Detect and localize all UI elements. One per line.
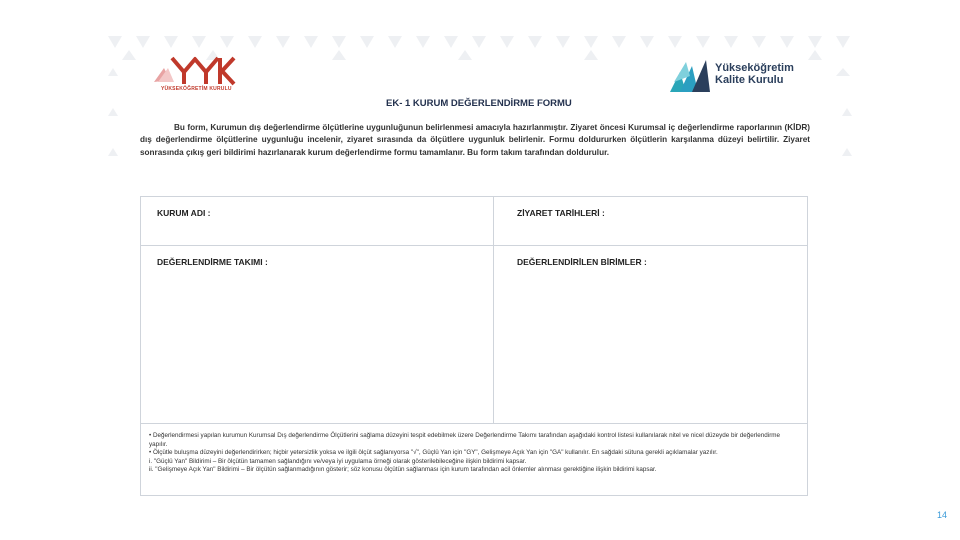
yokak-logo-name: [715, 62, 805, 86]
kurum-adi-label: KURUM ADI :: [157, 208, 211, 218]
yokak-name-line2: Kalite Kurulu: [715, 74, 784, 86]
degerlendirme-takimi-label: DEĞERLENDİRME TAKIMI :: [157, 257, 268, 267]
table-divider-vertical: [493, 197, 494, 423]
form-notes: [149, 432, 799, 475]
ziyaret-tarihleri-label: ZİYARET TARİHLERİ :: [517, 208, 605, 218]
form-intro-paragraph: Bu form, Kurumun dış değerlendirme ölçütlerine uygunluğunun belirlenmesi amacıyla hazırlanmıştır. Ziyaret öncesi Kurumsal iç değerlendirme raporlarının (KİDR) dış değerlendirme ölçütlerine uygunluğu incelenir, ziyaret sırasında da ölçütlere uygunluk belirlenir. Formu doldururken ölçütlerin karşılanma düzeyi belirtilir. Ziyaret sonrasında çıkış geri bildirimi hazırlanarak kurum değerlendirme formu tamamlanır. Bu form takım tarafından doldurulur.: [140, 123, 810, 157]
table-divider-row2: [141, 423, 807, 424]
note-item: • Ölçütle buluşma düzeyini değerlendirirken; hiçbir yetersizlik yoksa ve ilgili ölçüt sağlanıyorsa "√", Güçlü Yan için "GY", Gelişmeye Açık Yan için "GA" kullanılır. En sağdaki sütuna gerekli açıklamalar yazılır.: [149, 449, 718, 457]
form-title: EK- 1 KURUM DEĞERLENDİRME FORMU: [386, 98, 572, 109]
yok-logo-caption: YÜKSEKÖĞRETİM KURULU: [161, 86, 232, 92]
page-number: 14: [937, 510, 948, 520]
yokak-name-line1: Yükseköğretim: [715, 62, 794, 74]
note-item: • Değerlendirmesi yapılan kurumun Kurumsal Dış değerlendirme Ölçütlerini sağlama düzeyini tespit edebilmek üzere Değerlendirme Takımı tarafından aşağıdaki kontrol listesi kullanılarak nitel ve nicel düzeyde bir değerlendirme yapılır.: [149, 432, 781, 448]
note-item: ii. "Gelişmeye Açık Yan" Bildirimi – Bir ölçütün sağlanmadığının gösterir; söz konusu ölçütün sağlanması için kurum tarafından acil önlemler alınması gerektiğine ilişkin bildirimi kapsar.: [149, 466, 657, 474]
note-item: i. "Güçlü Yan" Bildirimi – Bir ölçütün tamamen sağlandığını ve/veya iyi uygulama örneği olarak gösterilebileceğine ilişkin bildirimi kapsar.: [149, 457, 527, 465]
form-document: [108, 36, 852, 514]
table-divider-row1: [141, 245, 807, 246]
form-table: [140, 196, 808, 496]
degerlendirilen-birimler-label: DEĞERLENDİRİLEN BİRİMLER :: [517, 257, 647, 267]
